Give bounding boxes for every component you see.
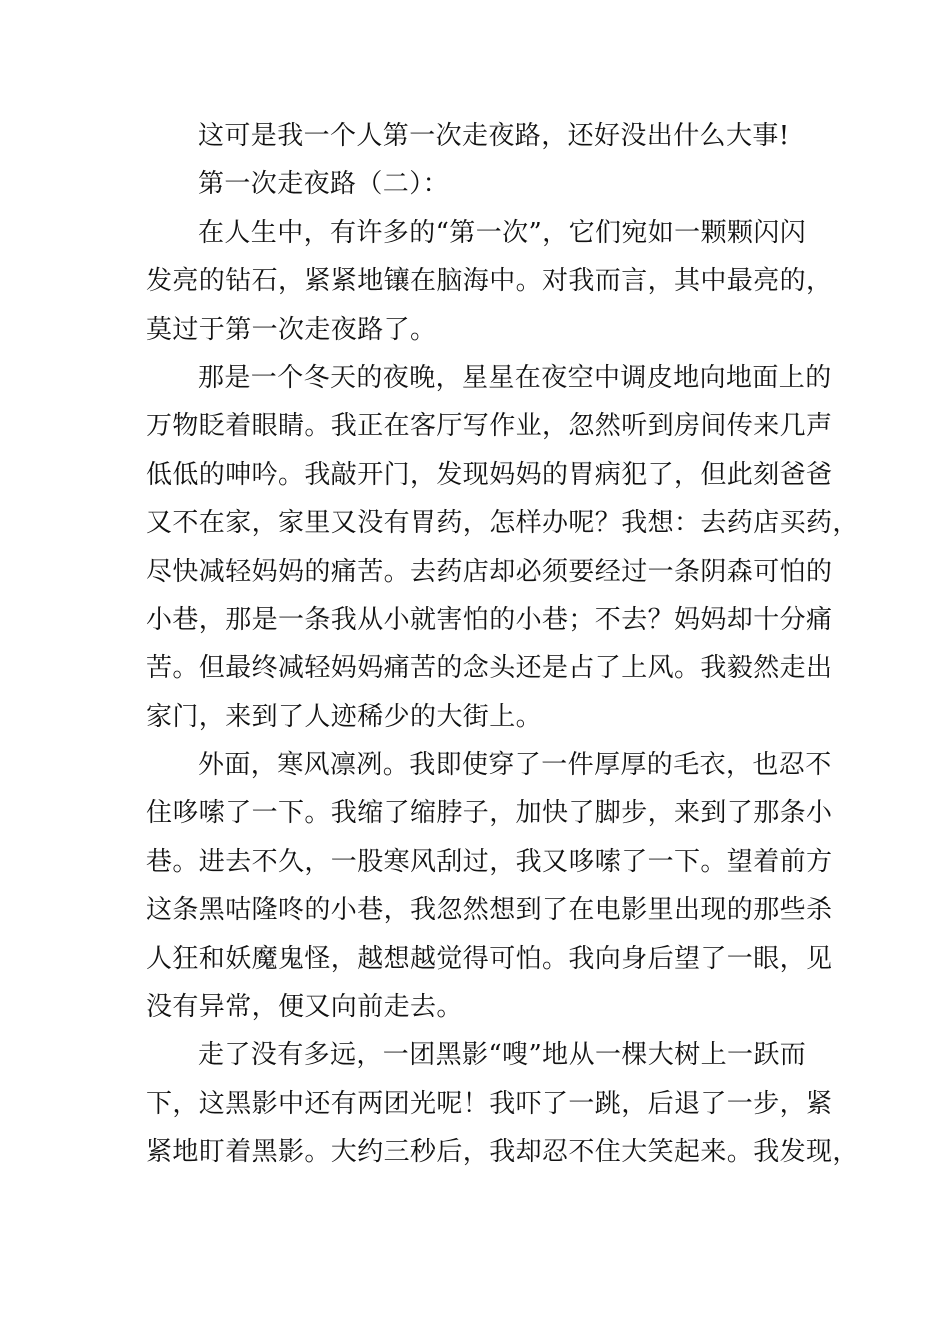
text-line: 低低的呻吟。我敲开门，发现妈妈的胃病犯了，但此刻爸爸 [146,459,833,490]
text-line: 尽快减轻妈妈的痛苦。去药店却必须要经过一条阴森可怕的 [146,556,833,587]
text-line: 发亮的钻石，紧紧地镶在脑海中。对我而言，其中最亮的， [146,266,833,297]
text-line: 巷。进去不久，一股寒风刮过，我又哆嗦了一下。望着前方 [146,846,833,877]
text-line: 家门，来到了人迹稀少的大街上。 [146,701,543,732]
text-line: 万物眨着眼睛。我正在客厅写作业，忽然听到房间传来几声 [146,411,833,442]
text-line: 这条黑咕隆咚的小巷，我忽然想到了在电影里出现的那些杀 [146,895,833,926]
text-line: 小巷，那是一条我从小就害怕的小巷；不去？妈妈却十分痛 [146,604,833,635]
text-line: 莫过于第一次走夜路了。 [146,314,437,345]
text-line: 又不在家，家里又没有胃药，怎样办呢？我想：去药店买药， [146,508,859,539]
section-heading: 第一次走夜路（二）： [198,169,450,200]
text-line: 人狂和妖魔鬼怪，越想越觉得可怕。我向身后望了一眼，见 [146,943,833,974]
text-line: 紧地盯着黑影。大约三秒后，我却忍不住大笑起来。我发现， [146,1137,859,1168]
text-line: 这可是我一个人第一次走夜路，还好没出什么大事! [198,121,790,151]
essay-text [146,112,859,1177]
text-line: 没有异常，便又向前走去。 [146,992,463,1023]
text-line: 在人生中，有许多的“第一次”，它们宛如一颗颗闪闪 [198,217,807,248]
text-line: 外面，寒风凛冽。我即使穿了一件厚厚的毛衣，也忍不 [198,750,832,781]
text-line: 下，这黑影中还有两团光呢！我吓了一跳，后退了一步，紧 [146,1088,833,1119]
text-line: 走了没有多远，一团黑影“嗖”地从一棵大树上一跃而 [198,1040,807,1071]
text-line: 住哆嗦了一下。我缩了缩脖子，加快了脚步，来到了那条小 [146,798,833,829]
text-line: 那是一个冬天的夜晚，星星在夜空中调皮地向地面上的 [198,362,832,393]
text-line: 苦。但最终减轻妈妈痛苦的念头还是占了上风。我毅然走出 [146,653,833,684]
